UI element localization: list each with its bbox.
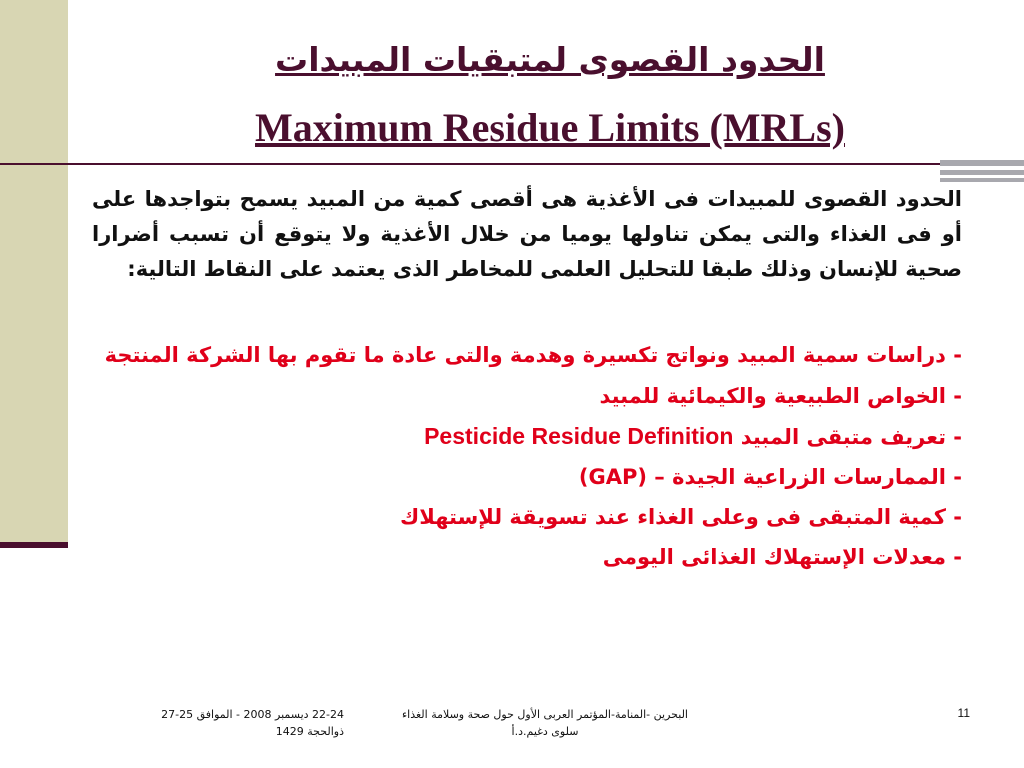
footer-author-line: سلوى دغيم.د.أ bbox=[511, 725, 579, 738]
slide-title-arabic: الحدود القصوى لمتبقيات المبيدات bbox=[275, 40, 825, 79]
bullet-item bbox=[92, 541, 962, 573]
title-divider-line bbox=[0, 163, 940, 165]
footer-conference-line: البحرين -المنامة-المؤتمر العربى الأول حول صحة وسلامة الغذاء bbox=[402, 708, 688, 721]
bullet-text: - الممارسات الزراعية الجيدة – (GAP) bbox=[578, 465, 962, 489]
bullet-text-english: Pesticide Residue Definition bbox=[424, 423, 734, 449]
footer-date-line: 22-24 ديسمبر 2008 - الموافق 25-27 bbox=[161, 708, 344, 721]
bullet-text: - كمية المتبقى فى وعلى الغذاء عند تسويقة للإستهلاك bbox=[400, 505, 962, 529]
bullet-list bbox=[92, 338, 962, 581]
bullet-item bbox=[92, 461, 962, 493]
bullet-text: - معدلات الإستهلاك الغذائى اليومى bbox=[602, 545, 962, 569]
bullet-text: - تعريف متبقى المبيد bbox=[740, 425, 962, 449]
slide-title-english: Maximum Residue Limits (MRLs) bbox=[255, 105, 845, 150]
divider-stripe bbox=[940, 170, 1024, 175]
footer-date bbox=[104, 706, 344, 740]
bullet-item bbox=[92, 420, 962, 453]
bullet-item bbox=[92, 380, 962, 412]
intro-paragraph: الحدود القصوى للمبيدات فى الأغذية هى أقصى كمية من المبيد يسمح بتواجدها على أو فى الغذاء والتى يمكن تناولها يوميا من خلال الأغذية ولا يتوقع أن تسبب أضرارا صحية للإنسان وذلك طبقا للتحليل العلمى للمخاطر الذى يعتمد على النقاط التالية: bbox=[92, 187, 962, 281]
sidebar-bottom-accent bbox=[0, 542, 68, 548]
page-number: 11 bbox=[957, 706, 970, 720]
footer-date-line: ذوالحجة 1429 bbox=[275, 725, 344, 738]
left-sidebar-decoration bbox=[0, 0, 68, 546]
divider-stripe bbox=[940, 160, 1024, 166]
bullet-text: - دراسات سمية المبيد ونواتج تكسيرة وهدمة والتى عادة ما تقوم بها الشركة المنتجة bbox=[104, 343, 962, 367]
bullet-item bbox=[92, 338, 962, 372]
bullet-item bbox=[92, 501, 962, 533]
footer-conference bbox=[380, 706, 710, 740]
bullet-text: - الخواص الطبيعية والكيمائية للمبيد bbox=[599, 384, 962, 408]
